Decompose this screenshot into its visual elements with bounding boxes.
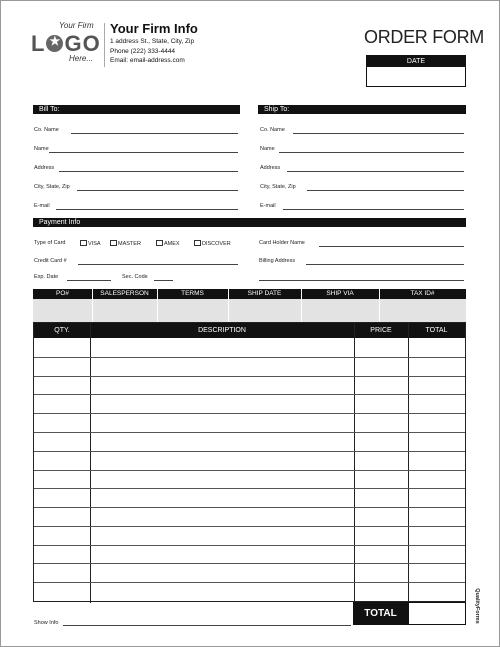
ship-input-line[interactable]: [283, 209, 464, 210]
ship-via-header: SHIP VIA: [301, 289, 379, 299]
star-icon: [46, 35, 63, 52]
logo-divider: [104, 23, 105, 67]
column-divider: [354, 323, 355, 603]
show-info-field[interactable]: [63, 625, 351, 626]
ship-date-field[interactable]: [228, 299, 301, 322]
tax-id-header: TAX ID#: [379, 289, 466, 299]
ship-via-field[interactable]: [301, 299, 379, 322]
form-title: ORDER FORM: [364, 27, 484, 47]
date-label: DATE: [367, 56, 465, 67]
ship-field-label: City, State, Zip: [260, 184, 296, 190]
description-column-header: DESCRIPTION: [90, 323, 354, 338]
column-divider: [92, 289, 93, 322]
column-divider: [228, 289, 229, 322]
firm-address: 1 address St., State, City, Zip: [110, 38, 195, 45]
po-number-header: PO#: [33, 289, 92, 299]
ship-to-heading: Ship To:: [258, 105, 466, 114]
show-info-label: Show Info: [34, 620, 59, 626]
exp-date-label: Exp. Date: [34, 274, 59, 280]
ship-field-label: E-mail: [260, 203, 276, 209]
logo-top-text: Your Firm: [59, 21, 94, 30]
qty-column-header: QTY.: [34, 323, 90, 338]
bill-field-label: Address: [34, 165, 55, 171]
po-table: [33, 289, 466, 322]
credit-card-label: Credit Card #: [34, 258, 67, 264]
sec-code-field[interactable]: [154, 280, 173, 281]
credit-card-field[interactable]: [78, 264, 238, 265]
table-row[interactable]: [34, 394, 465, 395]
ship-input-line[interactable]: [307, 190, 464, 191]
ship-input-line[interactable]: [287, 171, 464, 172]
terms-header: TERMS: [157, 289, 228, 299]
logo-bottom-text: Here...: [69, 54, 94, 63]
firm-email: Email: email-address.com: [110, 57, 185, 64]
table-row[interactable]: [34, 488, 465, 489]
table-row[interactable]: [34, 563, 465, 564]
ship-field-label: Address: [260, 165, 281, 171]
card-option-visa[interactable]: VISA: [80, 240, 101, 247]
tax-id-field[interactable]: [379, 299, 466, 322]
bill-input-line[interactable]: [49, 152, 238, 153]
column-divider: [157, 289, 158, 322]
column-divider: [408, 323, 409, 603]
column-divider: [379, 289, 380, 322]
card-holder-label: Card Holder Name: [259, 240, 305, 246]
column-divider: [90, 323, 91, 603]
card-option-amex[interactable]: AMEX: [156, 240, 180, 247]
ship-input-line[interactable]: [279, 152, 464, 153]
checkbox[interactable]: [80, 240, 87, 246]
ship-field-label: Co. Name: [260, 127, 285, 133]
ship-input-line[interactable]: [293, 133, 464, 134]
type-of-card-label: Type of Card: [34, 240, 66, 246]
price-column-header: PRICE: [354, 323, 408, 338]
table-row[interactable]: [34, 432, 465, 433]
table-row[interactable]: [34, 582, 465, 583]
brand-text: QualityForms: [474, 588, 480, 624]
ship-field-label: Name: [260, 146, 275, 152]
terms-field[interactable]: [157, 299, 228, 322]
salesperson-field[interactable]: [92, 299, 157, 322]
billing-address-field[interactable]: [306, 264, 464, 265]
firm-name: Your Firm Info: [110, 21, 198, 36]
table-row[interactable]: [34, 376, 465, 377]
table-row[interactable]: [34, 545, 465, 546]
table-row[interactable]: [34, 413, 465, 414]
bill-input-line[interactable]: [71, 133, 238, 134]
bill-field-label: Name: [34, 146, 49, 152]
date-field[interactable]: [366, 55, 466, 87]
total-column-header: TOTAL: [408, 323, 465, 338]
firm-phone: Phone (222) 333-4444: [110, 48, 176, 55]
checkbox[interactable]: [110, 240, 117, 246]
items-table: [33, 322, 466, 602]
logo-letter-l: L: [31, 31, 46, 56]
billing-address-line-2[interactable]: [259, 280, 464, 281]
ship-date-header: SHIP DATE: [228, 289, 301, 299]
table-row[interactable]: [34, 357, 465, 358]
po-number-field[interactable]: [33, 299, 92, 322]
checkbox[interactable]: [194, 240, 201, 246]
table-row[interactable]: [34, 470, 465, 471]
bill-to-heading: Bill To:: [33, 105, 240, 114]
brand-mark: [471, 586, 483, 626]
bill-field-label: E-mail: [34, 203, 50, 209]
bill-input-line[interactable]: [56, 209, 238, 210]
logo-letters-go: GO: [64, 31, 101, 56]
card-option-master[interactable]: MASTER: [110, 240, 141, 247]
bill-field-label: City, State, Zip: [34, 184, 70, 190]
bill-input-line[interactable]: [59, 171, 238, 172]
checkbox[interactable]: [156, 240, 163, 246]
salesperson-header: SALESPERSON: [92, 289, 157, 299]
table-row[interactable]: [34, 451, 465, 452]
total-field[interactable]: [408, 602, 466, 625]
billing-address-label: Billing Address: [259, 258, 296, 264]
card-option-discover[interactable]: DISCOVER: [194, 240, 231, 247]
card-holder-field[interactable]: [319, 246, 464, 247]
table-row[interactable]: [34, 526, 465, 527]
exp-date-field[interactable]: [67, 280, 111, 281]
payment-info-heading: Payment Info: [33, 218, 466, 227]
bill-field-label: Co. Name: [34, 127, 59, 133]
column-divider: [301, 289, 302, 322]
bill-input-line[interactable]: [77, 190, 238, 191]
table-row[interactable]: [34, 507, 465, 508]
total-label: TOTAL: [353, 602, 408, 625]
logo: [31, 21, 101, 67]
sec-code-label: Sec. Code: [122, 274, 148, 280]
